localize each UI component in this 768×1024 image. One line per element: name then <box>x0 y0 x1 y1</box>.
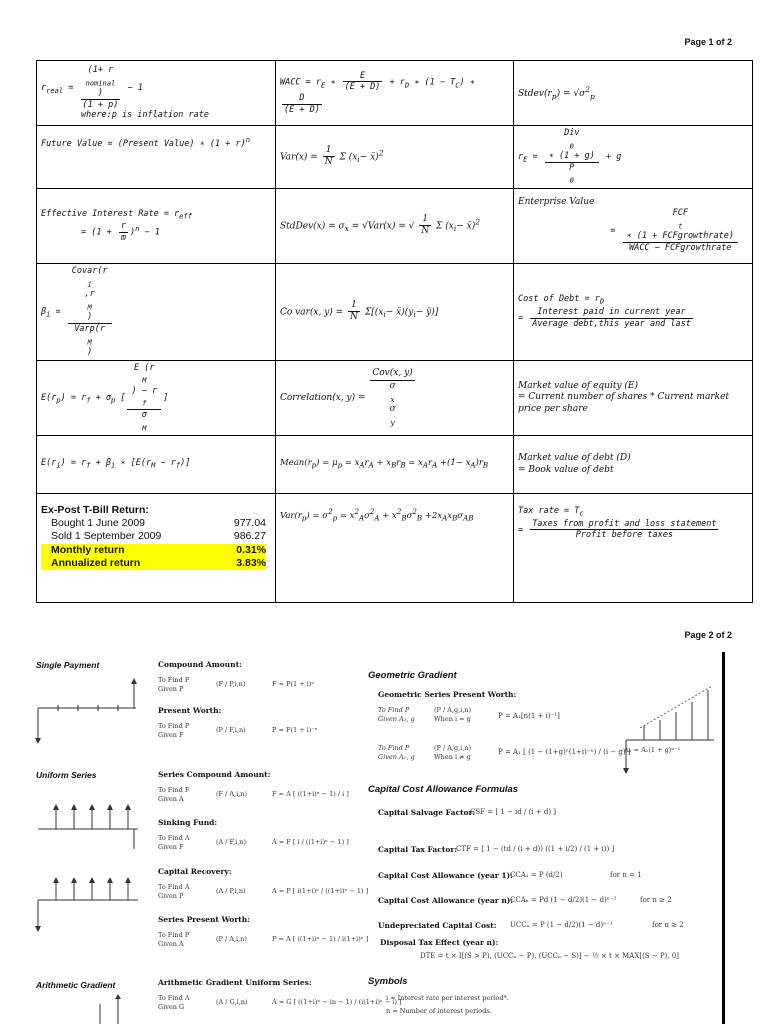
sink-head: Sinking Fund: <box>158 818 218 827</box>
symbol-i: i = Interest rate per interest period*. <box>386 994 509 1002</box>
cca1-eq: CCA₁ = P (d/2) <box>510 871 563 879</box>
stdev-formula: $Stdev(r_p) = √\sigma^2_p$ <box>514 61 753 126</box>
agus-fn: (A / G,i,n) <box>216 998 248 1006</box>
sca-eq: F = A [ ((1+i)ⁿ − 1) / i ] <box>272 790 349 798</box>
cap-fn: (A / P,i,n) <box>216 887 246 895</box>
formula-table <box>36 60 753 603</box>
spw-eq: P = A [ ((1+i)ⁿ − 1) / i(1+i)ⁿ ] <box>272 935 369 943</box>
ccan-cond: for n ≥ 2 <box>640 896 672 904</box>
sink-given: Given F <box>158 843 184 851</box>
geometric-series-label: Aₙ = A₁(1 + g)ⁿ⁻¹ <box>624 746 681 754</box>
beta-formula: $\beta_i$ = Covar(r $_i$ ,r $_M$ ) Varp(r $_M$ ) <box>37 263 276 360</box>
sca-fn: (F / A,i,n) <box>216 790 247 798</box>
sca-head: Series Compound Amount: <box>158 770 271 779</box>
future-value-formula: Future Value = (Present Value) ∗ $(1 + r)^n$ <box>37 126 276 189</box>
gspw-eq-1: P = A₁[n(1 + i)⁻¹] <box>498 712 560 720</box>
single-payment-title: Single Payment <box>36 660 100 670</box>
compound-given: Given P <box>158 685 184 693</box>
tbill-row <box>41 517 266 530</box>
cap-given: Given P <box>158 892 184 900</box>
spw-fn: (P / A,i,n) <box>216 935 247 943</box>
single-payment-diagram <box>34 672 146 752</box>
arithmetic-gradient-title: Arithmetic Gradient <box>36 980 116 990</box>
present-find: To Find P <box>158 722 190 730</box>
present-fn: (P / F,i,n) <box>216 726 246 734</box>
tbill-row <box>41 530 266 543</box>
ctf-head: Capital Tax Factor: <box>378 845 458 854</box>
tbill-row <box>41 544 266 557</box>
effective-rate-formula: Effective Interest Rate = $r_{eff}$ = (1 + $\frac{r}{m}$ )$^n$ − 1 <box>37 188 276 263</box>
tbill-row-value: 986.27 <box>233 530 266 543</box>
portfolio-mean-formula: $Mean(r_p) = \mu_p = x_Ar_A + x_Br_B = x_Ar_A +(1- x_A)r_B$ <box>276 436 514 494</box>
gspw-fn-1: (P / A,g,i,n) When i = g <box>434 706 472 723</box>
page-1-label: Page 1 of 2 <box>684 37 732 47</box>
cca-formulas-title: Capital Cost Allowance Formulas <box>368 784 519 795</box>
correlation-formula: Correlation(x, y) = Cov(x, y) σ $_x$ σ $_y$ <box>276 360 514 435</box>
compound-fn: (F / P,i,n) <box>216 680 246 688</box>
ccan-eq: CCAₙ = Pd (1 − d/2)(1 − d)ⁿ⁻² <box>510 896 617 904</box>
cost-of-debt-formula: Cost of Debt = $r_D$ = $\frac{\text{Interest paid in current year}}{\text{Average debt,this year and last}}$ <box>514 263 753 360</box>
ucc-cond: for n ≥ 2 <box>652 921 684 929</box>
agus-head: Arithmetic Gradient Uniform Series: <box>158 978 312 987</box>
agus-given: Given G <box>158 1003 185 1011</box>
geometric-gradient-title: Geometric Gradient <box>368 670 457 681</box>
page-2-label: Page 2 of 2 <box>684 630 732 640</box>
cost-of-equity-formula: $r_E$ = Div $_0$ ∗ (1 + g) P $_0$ + g <box>514 126 753 189</box>
agus-eq: A = G [ ((1+i)ⁿ − in − 1) / (i(1+i)ⁿ − i) ] <box>272 998 402 1006</box>
spw-given: Given A <box>158 940 184 948</box>
agus-find: To Find A <box>158 994 190 1002</box>
ccan-head: Capital Cost Allowance (year n): <box>378 896 514 905</box>
present-given: Given F <box>158 731 184 739</box>
cca1-head: Capital Cost Allowance (year 1): <box>378 871 513 880</box>
tbill-row-value: 977.04 <box>233 517 266 530</box>
sca-find: To Find F <box>158 786 190 794</box>
tbill-row <box>41 557 266 570</box>
stddev-formula: StdDev(x) = $\sigma_x = √Var(x)$ = √ $\frac{1}{N}$ Σ ($x_i-$ x̄)$^2$ <box>276 188 514 263</box>
page-2-right-rule <box>722 652 725 1024</box>
enterprise-value-formula: Enterprise Value = FCF $_t$ ∗ (1 + FCFgrowthrate) WACC − FCFgrowthrate <box>514 188 753 263</box>
market-value-equity: Market value of equity (E) = Current number of shares * Current market price per share <box>514 360 753 435</box>
cap-head: Capital Recovery: <box>158 867 232 876</box>
ucc-eq: UCCₙ = P (1 − d/2)(1 − d)ⁿ⁻¹ <box>510 921 613 929</box>
ucc-head: Undepreciated Capital Cost: <box>378 921 497 930</box>
dte-eq: DTE = t × I[(S > P), (UCCₙ − P), (UCCₙ − S)] − ½ × t × MAX[(S − P), 0] <box>420 952 679 960</box>
cca1-cond: for n = 1 <box>610 871 642 879</box>
csf-head: Capital Salvage Factor: <box>378 808 476 817</box>
tax-rate-formula: Tax rate = $T_c$ = $\frac{\text{Taxes from profit and loss statement}}{\text{Profit before taxes}}$ <box>514 494 753 603</box>
variance-formula: Var(x) = $\frac{1}{N}$ Σ ($x_i-$ x̄)$^2$ <box>276 126 514 189</box>
gspw-row-1: To Find P Given A₁, g <box>378 706 415 723</box>
tbill-row-label: Bought 1 June 2009 <box>51 517 145 530</box>
cap-eq: A = P [ i(1+i)ⁿ / ((1+i)ⁿ − 1) ] <box>272 887 369 895</box>
tbill-row-label: Monthly return <box>51 543 125 556</box>
gspw-head: Geometric Series Present Worth: <box>378 690 517 699</box>
symbol-n: n = Number of interest periods. <box>386 1007 492 1015</box>
geometric-gradient-diagram <box>620 684 716 776</box>
present-head: Present Worth: <box>158 706 222 715</box>
covariance-formula: Co var(x, y) = $\frac{1}{N}$ $\Sigma[(x_i-$ $x̄)(y_i-$ ȳ)] <box>276 263 514 360</box>
uniform-series-diagram-1 <box>34 795 146 851</box>
uniform-series-title: Uniform Series <box>36 770 97 780</box>
sink-fn: (A / F,i,n) <box>216 838 246 846</box>
sca-given: Given A <box>158 795 184 803</box>
symbols-title: Symbols <box>368 976 408 987</box>
wacc-formula: WACC = $r_E$ ∗ $\frac{E}{(E + D)}$ + $r_D$ ∗ $(1 - T_C)$ ∗ $\frac{D}{(E + D)}$ <box>276 61 514 126</box>
tbill-row-label: Sold 1 September 2009 <box>51 530 162 543</box>
capm-formula: $E(r_i) = r_f + \beta_i$ ∗ $[E(r_M - r_f)]$ <box>37 436 276 494</box>
tbill-row-value: 0.31% <box>236 543 266 556</box>
compound-find: To Find F <box>158 676 190 684</box>
cap-find: To Find A <box>158 883 190 891</box>
dte-head: Disposal Tax Effect (year n): <box>380 938 499 947</box>
gspw-row-2: To Find P Given A₁, g <box>378 744 415 761</box>
spw-find: To Find P <box>158 931 190 939</box>
spw-head: Series Present Worth: <box>158 915 250 924</box>
arithmetic-gradient-diagram <box>60 994 140 1024</box>
tbill-return-block: Ex-Post T-Bill Return: Bought 1 June 2009 977.04 Sold 1 September 2009 986.27 Monthly return 0.31% Annualized return 3.83% <box>37 494 276 603</box>
market-value-debt: Market value of debt (D) = Book value of debt <box>514 436 753 494</box>
compound-eq: F = P(1 + i)ⁿ <box>272 680 315 688</box>
uniform-series-diagram-2 <box>34 870 146 934</box>
sink-find: To Find A <box>158 834 190 842</box>
sink-eq: A = F [ i / ((1+i)ⁿ − 1) ] <box>272 838 349 846</box>
present-eq: P = F(1 + i)⁻ⁿ <box>272 726 318 734</box>
real-rate-formula: $r_{real}$ = (1+ r $_{nominal}$ ) (1 + p) − 1 where:p is inflation rate <box>37 61 276 126</box>
ctf-eq: CTF = [ 1 − (td / (i + d)) ((1 + i/2) / (1 + i)) ] <box>456 845 615 853</box>
gspw-eq-2: P = A₁ [ (1 − (1+g)ⁿ(1+i)⁻ⁿ) / (i − g) ] <box>498 748 631 756</box>
tbill-row-value: 3.83% <box>236 556 266 569</box>
gspw-fn-2: (P / A,g,i,n) When i ≠ g <box>434 744 472 761</box>
csf-eq: CSF = [ 1 − id / (i + d) ] <box>470 808 557 816</box>
tbill-row-label: Annualized return <box>51 556 141 569</box>
portfolio-variance-formula: $Var(r_p) = \sigma^2_p = x^2_A\sigma^2_A + x^2_B\sigma^2_B +2x_Ax_B\sigma_{AB}$ <box>276 494 514 603</box>
expected-portfolio-return-formula: $E(r_p) = r_f + \sigma_p$ [ E (r $_M$ ) − r $_f$ σ $_M$ ] <box>37 360 276 435</box>
compound-head: Compound Amount: <box>158 660 242 669</box>
